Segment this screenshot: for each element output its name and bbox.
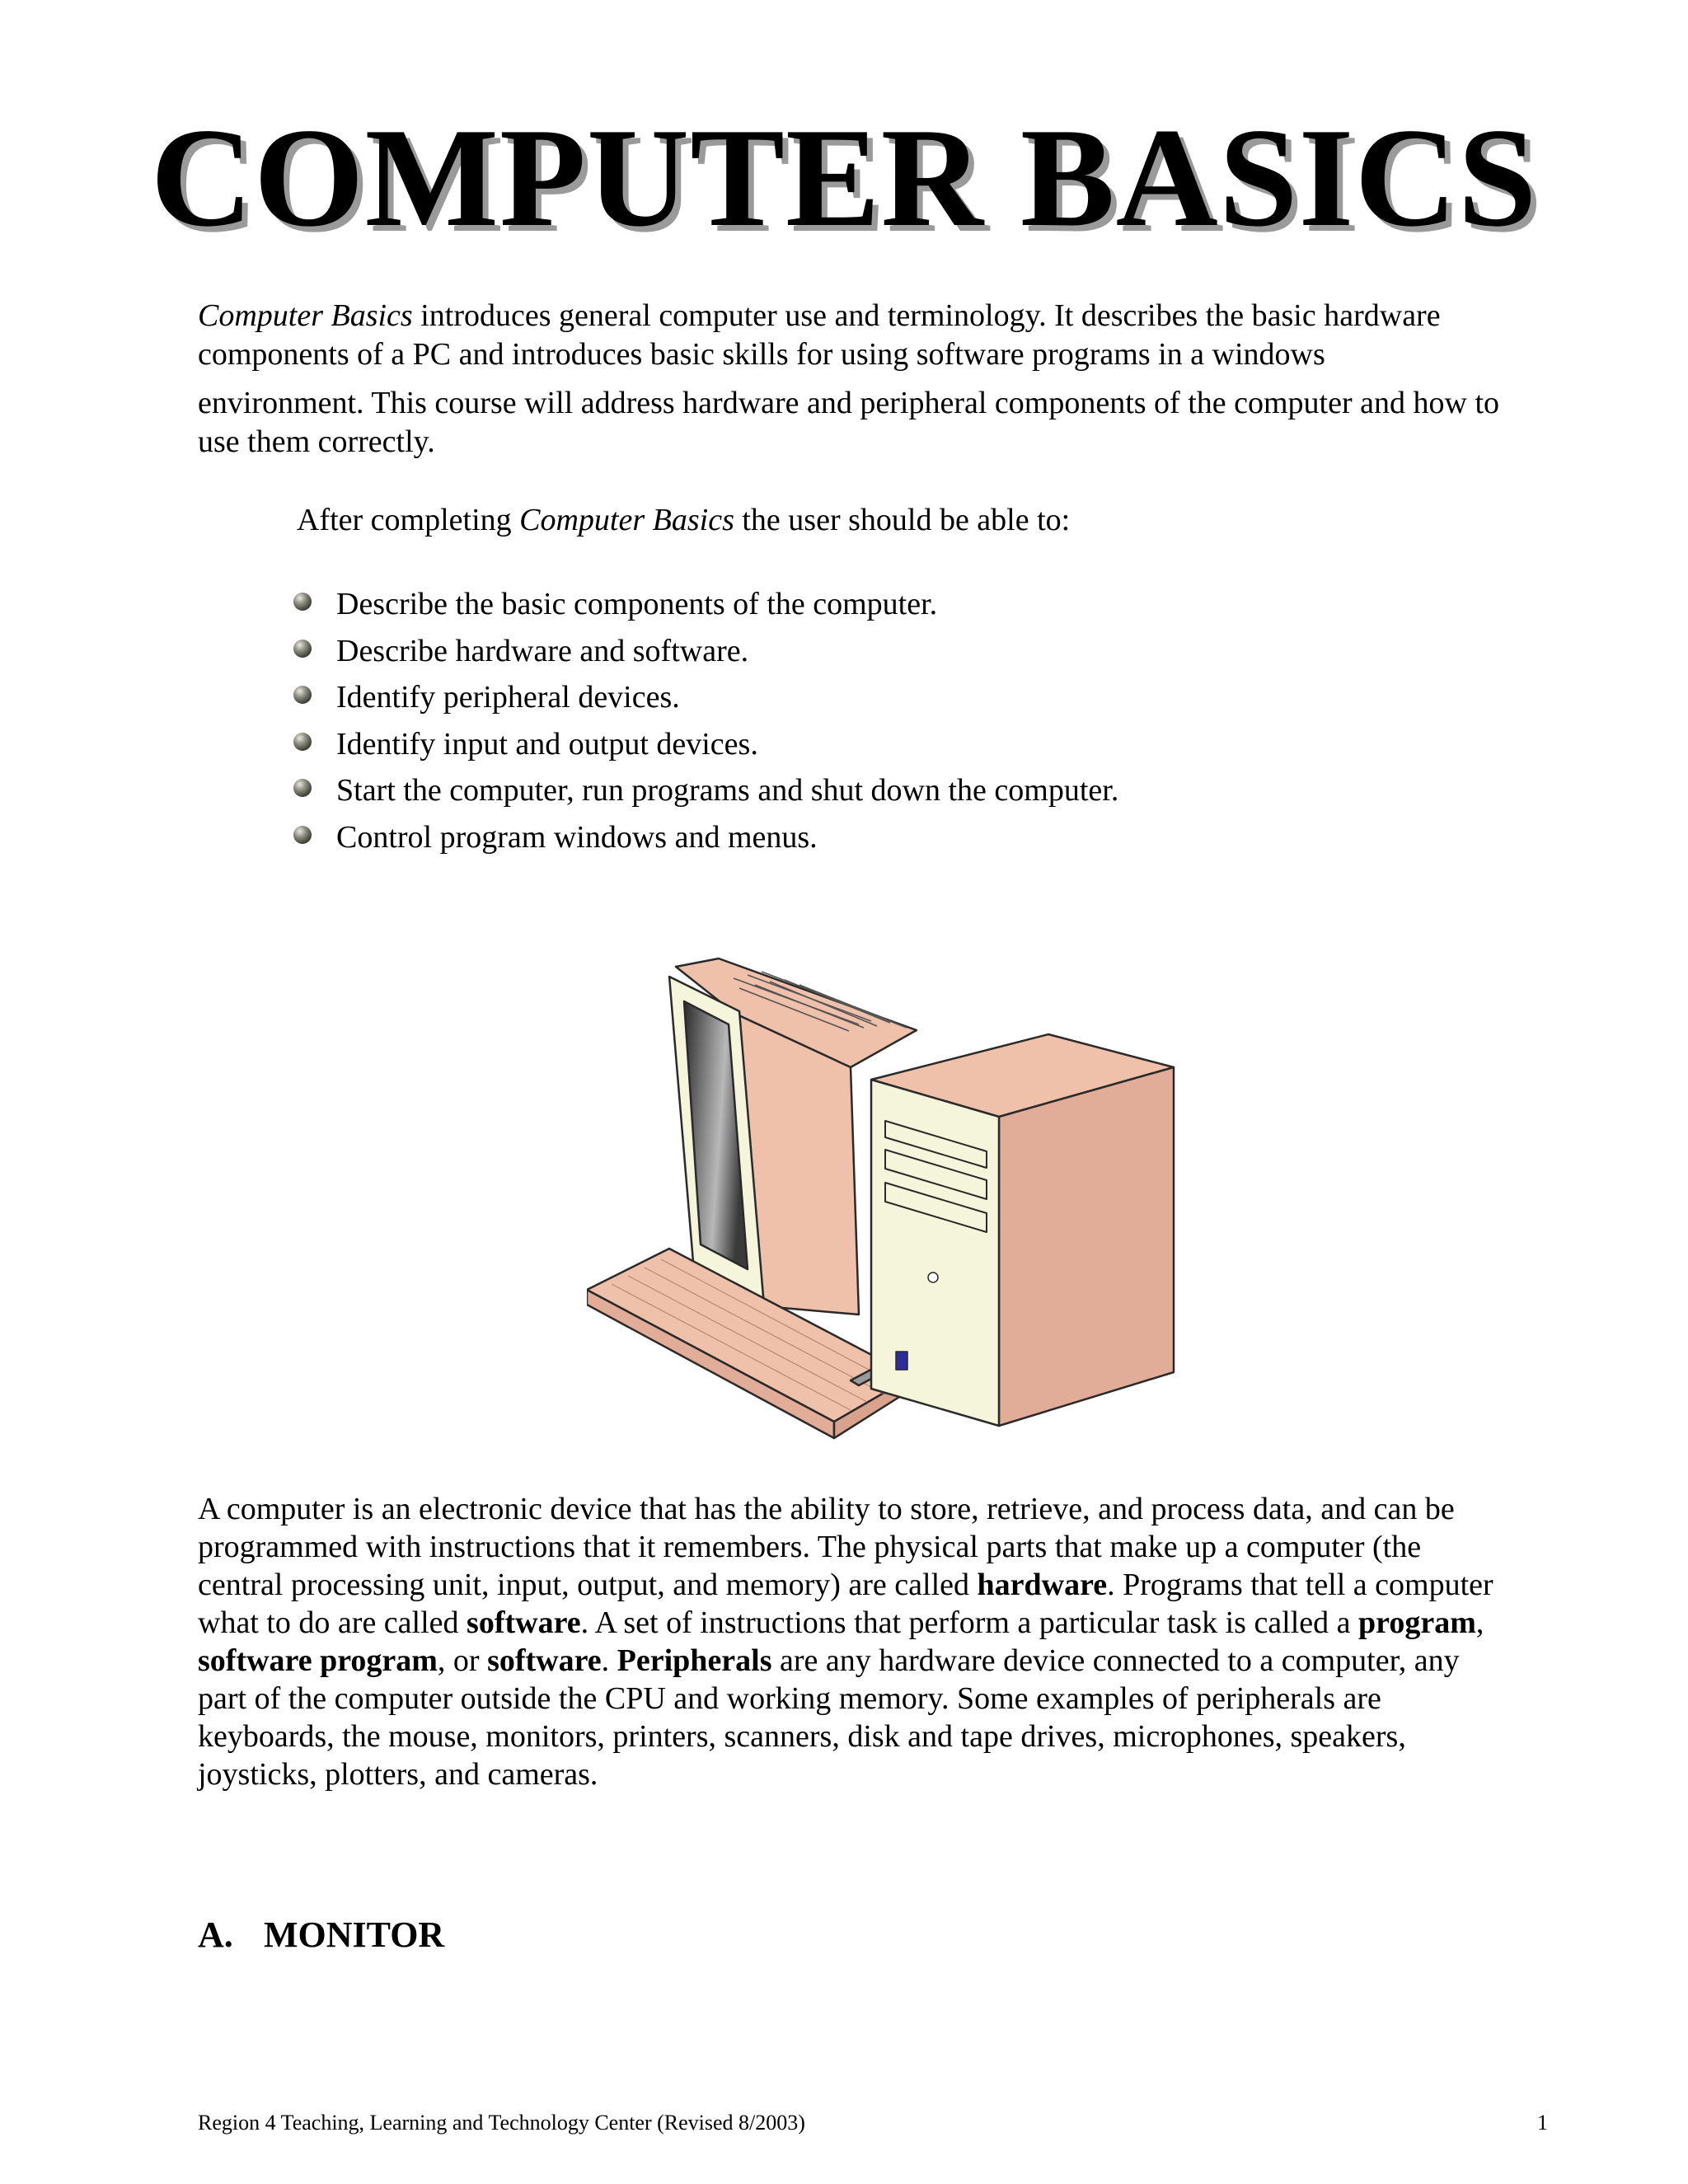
intro-paragraph	[198, 297, 1582, 462]
section-title: MONITOR	[264, 1915, 445, 1955]
computer-illustration	[587, 952, 1197, 1442]
intro-line-1-text: introduces general computer use and terminology. It describes the basic hardware	[412, 298, 1441, 333]
page-number: 1	[1537, 2111, 1548, 2135]
bullet-icon	[293, 640, 312, 658]
intro-line-1	[198, 297, 1582, 335]
list-item	[292, 628, 1118, 675]
intro-line-2: components of a PC and introduces basic skills for using software programs in a windows	[198, 337, 1325, 372]
body-line-8: joysticks, plotters, and cameras.	[198, 1757, 598, 1792]
body-line-4-mid: . A set of instructions that perform a particular task is called a	[580, 1605, 1359, 1640]
section-heading-monitor	[198, 1912, 444, 1958]
bullet-icon	[293, 733, 312, 751]
intro-line-4: use them correctly.	[198, 424, 435, 459]
term-peripherals: Peripherals	[617, 1643, 772, 1678]
body-line-4	[198, 1604, 1599, 1642]
objectives-lead-emphasis: Computer Basics	[519, 503, 734, 537]
bullet-icon	[293, 686, 312, 704]
objectives-lead	[297, 501, 1070, 540]
list-item-text: Control program windows and menus.	[336, 819, 818, 855]
intro-line-3: environment. This course will address hardware and peripheral components of the computer and how to	[198, 386, 1500, 420]
body-line-6: part of the computer outside the CPU and working memory. Some examples of peripherals are	[198, 1681, 1381, 1716]
bullet-icon	[293, 826, 312, 844]
term-software-program: software program	[198, 1643, 438, 1678]
body-line-3	[198, 1566, 1599, 1604]
list-item-text: Identify peripheral devices.	[336, 680, 680, 715]
course-name-emphasis: Computer Basics	[198, 298, 413, 333]
list-item-text: Identify input and output devices.	[336, 726, 758, 762]
list-item	[292, 581, 1118, 628]
body-line-3-before: central processing unit, input, output, and memory) are called	[198, 1568, 978, 1602]
objectives-lead-before: After completing	[297, 503, 520, 537]
section-letter: A.	[198, 1915, 233, 1955]
body-line-3-after: . Programs that tell a computer	[1107, 1568, 1493, 1602]
body-line-5	[198, 1642, 1599, 1680]
body-line-5-sep-2: .	[601, 1643, 617, 1678]
list-item	[292, 814, 1118, 861]
objectives-lead-after: the user should be able to:	[734, 503, 1071, 537]
bullet-icon	[293, 779, 312, 797]
body-line-4-after: ,	[1475, 1605, 1484, 1640]
term-software-2: software	[487, 1643, 602, 1678]
list-item-text: Describe hardware and software.	[336, 633, 749, 668]
list-item	[292, 767, 1118, 814]
definition-paragraph	[198, 1490, 1599, 1793]
list-item-text: Start the computer, run programs and shut down the computer.	[336, 773, 1119, 808]
page-title: COMPUTER BASICS	[150, 100, 1538, 256]
bullet-icon	[293, 593, 312, 611]
body-line-2: programmed with instructions that it remembers. The physical parts that make up a computer (the	[198, 1530, 1422, 1564]
term-program: program	[1358, 1605, 1476, 1640]
list-item	[292, 674, 1118, 721]
term-software: software	[467, 1605, 581, 1640]
body-line-1: A computer is an electronic device that has the ability to store, retrieve, and process data, and can be	[198, 1492, 1455, 1526]
body-line-5-sep-1: , or	[437, 1643, 488, 1678]
body-line-5-after: are any hardware device connected to a computer, any	[771, 1643, 1460, 1678]
objectives-list	[292, 581, 1118, 860]
list-item	[292, 721, 1118, 768]
term-hardware: hardware	[977, 1568, 1108, 1602]
list-item-text: Describe the basic components of the computer.	[336, 587, 938, 621]
body-line-7: keyboards, the mouse, monitors, printers, scanners, disk and tape drives, microphones, speakers,	[198, 1719, 1406, 1754]
body-line-4-before: what to do are called	[198, 1605, 467, 1640]
tower-case-icon	[871, 1034, 1174, 1426]
footer-text: Region 4 Teaching, Learning and Technology Center (Revised 8/2003)	[198, 2111, 805, 2135]
